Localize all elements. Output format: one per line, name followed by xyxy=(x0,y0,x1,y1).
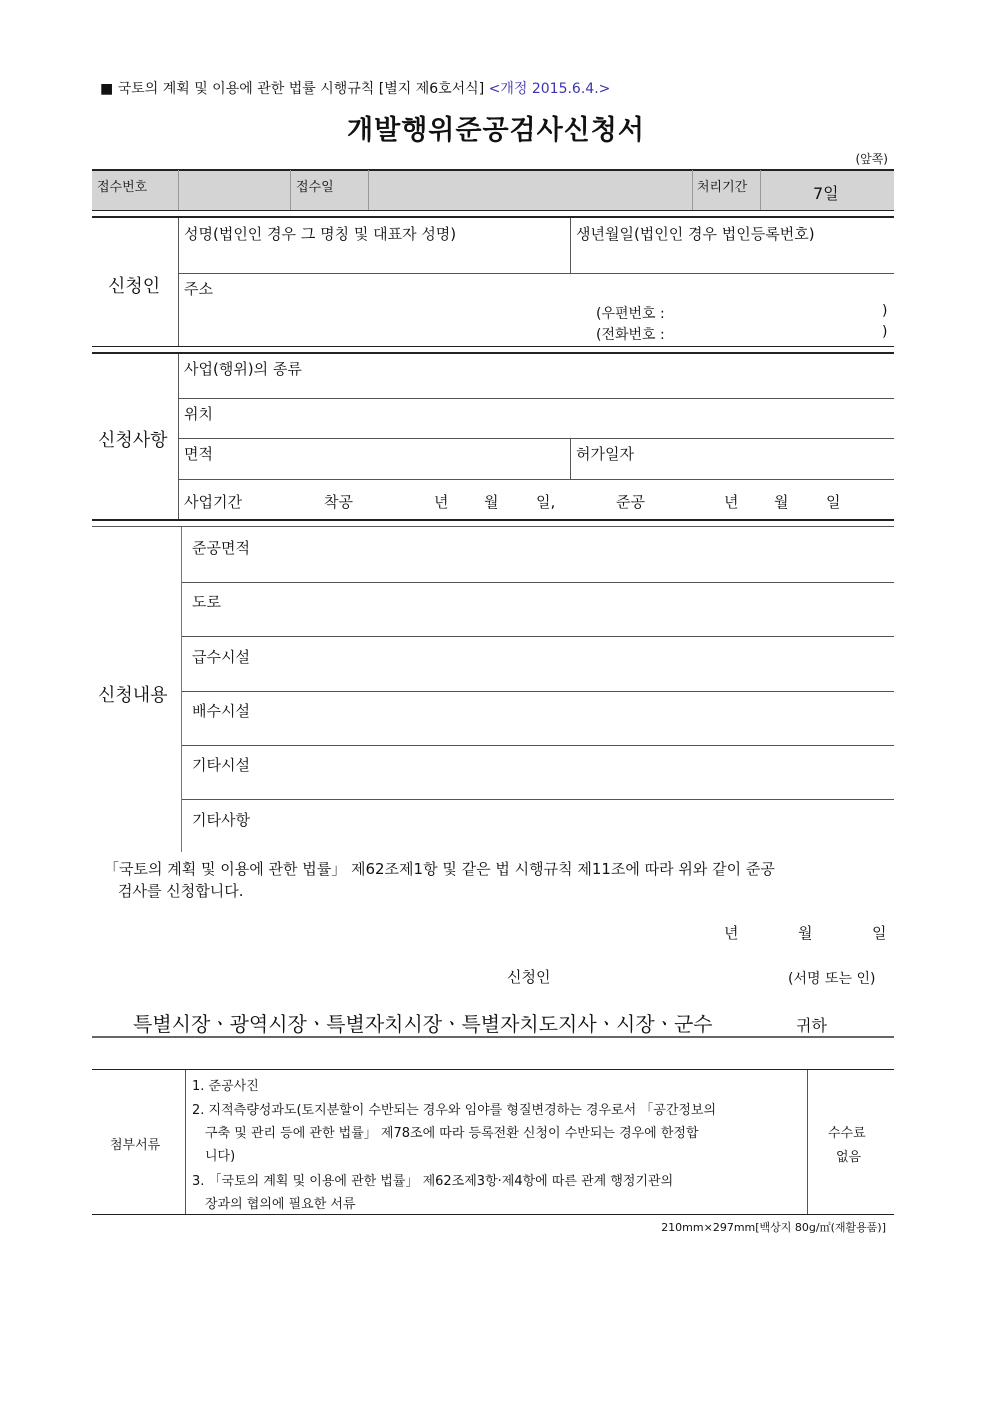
date-month-label: 월 xyxy=(798,924,813,942)
business-type-label: 사업(행위)의 종류 xyxy=(184,360,302,378)
completion-label: 준공 xyxy=(616,493,645,511)
paper-spec: 210mm×297mm[백상지 80g/㎡(재활용품)] xyxy=(661,1221,886,1234)
other-facilities-label: 기타시설 xyxy=(192,756,250,774)
postal-code-label: (우편번호 : xyxy=(596,306,665,322)
recipient-authorities: 특별시장ㆍ광역시장ㆍ특별자치시장ㆍ특별자치도지사ㆍ시장ㆍ군수 xyxy=(133,1012,713,1036)
phone-label: (전화번호 : xyxy=(596,327,665,343)
receipt-date-label: 접수일 xyxy=(296,180,334,195)
other-matters-label: 기타사항 xyxy=(192,811,250,829)
drainage-label: 배수시설 xyxy=(192,702,250,720)
signature-label: (서명 또는 인) xyxy=(788,971,876,987)
water-supply-label: 급수시설 xyxy=(192,648,250,666)
application-content-section-label: 신청내용 xyxy=(98,685,168,706)
birth-date-label: 생년월일(법인인 경우 법인등록번호) xyxy=(576,225,815,243)
fee-label: 수수료 xyxy=(828,1126,866,1141)
other-facilities-field[interactable] xyxy=(188,775,888,795)
start-day-label: 일, xyxy=(536,493,556,511)
attachment-item-2-end: 니다) xyxy=(205,1149,236,1164)
application-items-section-label: 신청사항 xyxy=(98,430,168,451)
completed-area-field[interactable] xyxy=(188,558,888,578)
completion-year-label: 년 xyxy=(724,493,739,511)
attachment-item-3-cont: 장과의 협의에 필요한 서류 xyxy=(205,1197,356,1212)
receipt-number-field[interactable] xyxy=(180,171,288,209)
applicant-section-label: 신청인 xyxy=(108,276,161,297)
form-title: 개발행위준공검사신청서 xyxy=(347,115,645,146)
business-type-field[interactable] xyxy=(182,378,890,396)
postal-close-paren: ) xyxy=(882,303,888,319)
bullet-icon: ■ xyxy=(100,81,114,97)
statement-line-2: 검사를 신청합니다. xyxy=(118,882,244,900)
attachments-label: 첨부서류 xyxy=(110,1138,161,1153)
road-field[interactable] xyxy=(188,612,888,632)
phone-close-paren: ) xyxy=(882,324,888,340)
area-field[interactable] xyxy=(182,460,566,476)
law-reference: 국토의 계획 및 이용에 관한 법률 시행규칙 [별지 제6호서식] xyxy=(117,81,485,97)
applicant-name-field[interactable] xyxy=(182,244,566,270)
signer-field[interactable] xyxy=(560,962,780,986)
receipt-date-field[interactable] xyxy=(370,171,690,209)
birth-date-field[interactable] xyxy=(574,244,890,270)
address-field[interactable] xyxy=(182,297,582,341)
road-label: 도로 xyxy=(192,593,221,611)
location-field[interactable] xyxy=(182,420,890,436)
address-label: 주소 xyxy=(184,280,213,298)
date-year-label: 년 xyxy=(724,924,739,942)
receipt-number-label: 접수번호 xyxy=(97,180,148,195)
attachment-item-2-cont: 구축 및 관리 등에 관한 법률」 제78조에 따라 등록전환 신청이 수반되는 경우에 한정합 xyxy=(205,1126,699,1141)
start-year-label: 년 xyxy=(434,493,449,511)
start-label: 착공 xyxy=(324,493,353,511)
water-supply-field[interactable] xyxy=(188,667,888,687)
page-side-label: (앞쪽) xyxy=(855,152,888,166)
statement-line-1: 「국토의 계획 및 이용에 관한 법률」 제62조제1항 및 같은 법 시행규칙 제11조에 따라 위와 같이 준공 xyxy=(104,860,775,878)
permit-date-label: 허가일자 xyxy=(576,445,634,463)
signer-label: 신청인 xyxy=(507,968,551,986)
drainage-field[interactable] xyxy=(188,721,888,741)
completion-month-label: 월 xyxy=(774,493,789,511)
start-month-label: 월 xyxy=(484,493,499,511)
revision-date: <개정 2015.6.4.> xyxy=(488,81,611,97)
other-matters-field[interactable] xyxy=(188,830,888,850)
business-period-label: 사업기간 xyxy=(184,493,242,511)
date-day-label: 일 xyxy=(872,924,887,942)
processing-period-value: 7일 xyxy=(813,184,839,203)
attachment-item-1: 1. 준공사진 xyxy=(192,1079,259,1094)
form-reference-line xyxy=(100,78,610,98)
completed-area-label: 준공면적 xyxy=(192,539,250,557)
permit-date-field[interactable] xyxy=(574,460,890,476)
attachment-item-2: 2. 지적측량성과도(토지분할이 수반되는 경우와 임야를 형질변경하는 경우로서 「공간정보의 xyxy=(192,1103,717,1118)
completion-day-label: 일 xyxy=(826,493,841,511)
location-label: 위치 xyxy=(184,405,213,423)
area-label: 면적 xyxy=(184,445,213,463)
postal-code-field[interactable] xyxy=(680,302,876,320)
attachment-item-3: 3. 「국토의 계획 및 이용에 관한 법률」 제62조제3항·제4항에 따른 관계 행정기관의 xyxy=(192,1174,674,1189)
phone-field[interactable] xyxy=(680,323,876,341)
processing-period-label: 처리기간 xyxy=(697,180,748,195)
recipient-honorific: 귀하 xyxy=(796,1016,827,1035)
fee-value: 없음 xyxy=(836,1150,862,1165)
applicant-name-label: 성명(법인인 경우 그 명칭 및 대표자 성명) xyxy=(184,225,457,243)
